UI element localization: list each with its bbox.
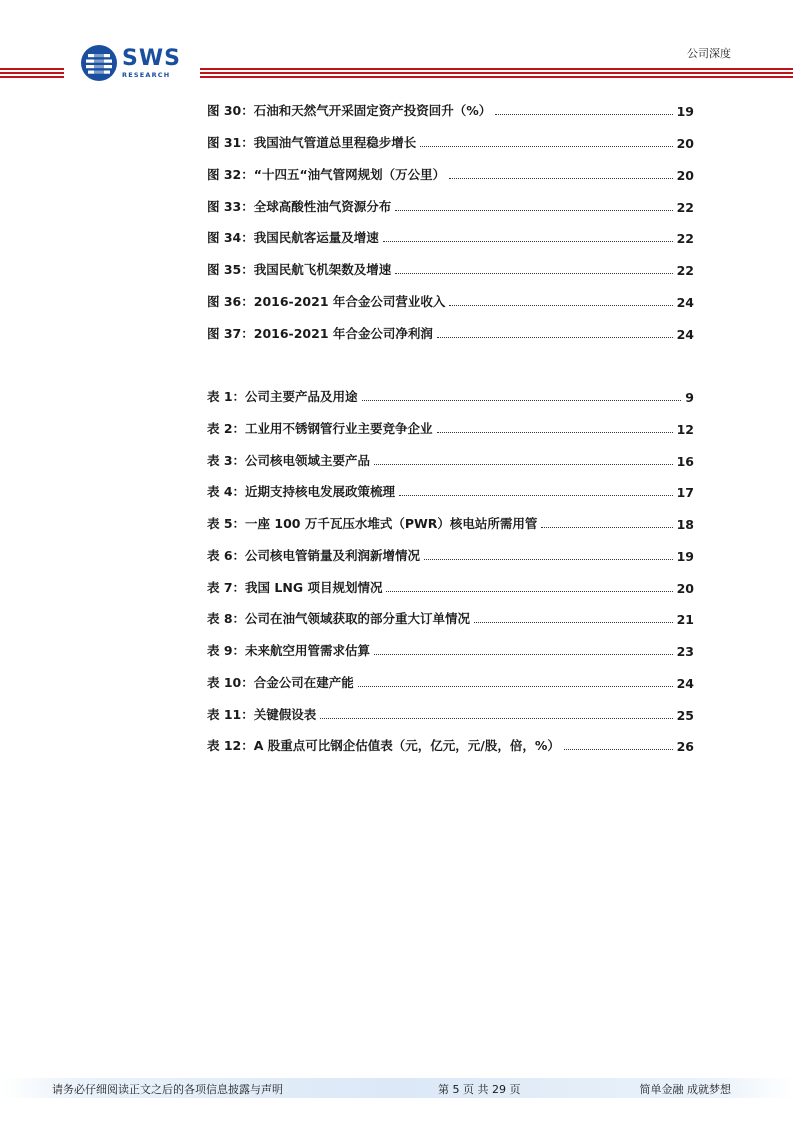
toc-entry[interactable] xyxy=(207,576,694,596)
dot-leader xyxy=(374,653,673,655)
toc-entry[interactable] xyxy=(207,385,694,405)
toc-entry-label: 图 35：我国民航飞机架数及增速 xyxy=(207,262,392,277)
toc-entry[interactable] xyxy=(207,734,694,754)
toc-entry-page: 20 xyxy=(676,168,694,183)
toc-entry-label: 图 32：“十四五“油气管网规划（万公里） xyxy=(207,167,446,182)
toc-entry-page: 19 xyxy=(676,549,694,564)
toc-entry[interactable] xyxy=(207,163,694,183)
dot-leader xyxy=(383,240,673,242)
toc-entry-page: 12 xyxy=(676,422,694,437)
header-rule-right xyxy=(200,68,793,80)
dot-leader xyxy=(395,209,672,211)
report-type-label: 公司深度 xyxy=(687,47,731,60)
dot-leader xyxy=(449,177,672,179)
toc-entry-page: 22 xyxy=(676,200,694,215)
toc-entry-page: 17 xyxy=(676,485,694,500)
dot-leader xyxy=(437,431,673,433)
toc-entry-page: 20 xyxy=(676,581,694,596)
toc-entry-page: 21 xyxy=(676,612,694,627)
toc-entry[interactable] xyxy=(207,671,694,691)
toc-entry-page: 18 xyxy=(676,517,694,532)
dot-leader xyxy=(358,685,673,687)
dot-leader xyxy=(437,336,673,338)
toc-entry[interactable] xyxy=(207,290,694,310)
dot-leader xyxy=(449,304,672,306)
toc-entry[interactable] xyxy=(207,449,694,469)
toc-entry[interactable] xyxy=(207,131,694,151)
toc-entry-label: 表 9：未来航空用管需求估算 xyxy=(207,643,371,658)
dot-leader xyxy=(424,558,673,560)
dot-leader xyxy=(320,717,672,719)
toc-entry-page: 20 xyxy=(676,136,694,151)
dot-leader xyxy=(386,590,672,592)
toc-entry-label: 表 3：公司核电领域主要产品 xyxy=(207,453,371,468)
toc-entry-label: 图 34：我国民航客运量及增速 xyxy=(207,230,379,245)
toc-entry-page: 9 xyxy=(685,390,694,405)
header-rule-left xyxy=(0,68,64,80)
toc-entry-label: 表 1：公司主要产品及用途 xyxy=(207,389,358,404)
toc-entry-label: 表 5：一座 100 万千瓦压水堆式（PWR）核电站所需用管 xyxy=(207,516,538,531)
toc-entry[interactable] xyxy=(207,512,694,532)
toc-entry-page: 24 xyxy=(676,676,694,691)
toc-entry-label: 图 30：石油和天然气开采固定资产投资回升（%） xyxy=(207,103,492,118)
footer-slogan: 简单金融 成就梦想 xyxy=(639,1083,731,1096)
footer-page-number: 第 5 页 共 29 页 xyxy=(438,1083,521,1096)
toc-entry-label: 表 10：合金公司在建产能 xyxy=(207,675,354,690)
toc-entry[interactable] xyxy=(207,544,694,564)
logo-wordmark: SWS xyxy=(122,45,181,71)
toc-entry[interactable] xyxy=(207,607,694,627)
toc-entry[interactable] xyxy=(207,703,694,723)
toc-entry[interactable] xyxy=(207,226,694,246)
toc-entry-page: 25 xyxy=(676,708,694,723)
sws-logo-icon xyxy=(80,44,118,82)
toc-entry-page: 26 xyxy=(676,739,694,754)
footer-disclaimer: 请务必仔细阅读正文之后的各项信息披露与声明 xyxy=(52,1083,283,1096)
toc-entry-label: 表 11：关键假设表 xyxy=(207,707,317,722)
company-logo xyxy=(80,44,181,82)
toc-entry-page: 22 xyxy=(676,231,694,246)
dot-leader xyxy=(474,621,673,623)
dot-leader xyxy=(541,526,672,528)
toc-entry[interactable] xyxy=(207,480,694,500)
toc-entry-label: 表 7：我国 LNG 项目规划情况 xyxy=(207,580,383,595)
toc-entry-label: 表 6：公司核电管销量及利润新增情况 xyxy=(207,548,421,563)
toc-entry-label: 表 4：近期支持核电发展政策梳理 xyxy=(207,484,396,499)
toc-entry[interactable] xyxy=(207,322,694,342)
toc-entry[interactable] xyxy=(207,639,694,659)
toc-entry[interactable] xyxy=(207,99,694,119)
toc-entry-page: 24 xyxy=(676,295,694,310)
dot-leader xyxy=(399,494,673,496)
toc-entry-page: 16 xyxy=(676,454,694,469)
toc-entry-label: 图 36：2016-2021 年合金公司营业收入 xyxy=(207,294,446,309)
toc-entry[interactable] xyxy=(207,195,694,215)
dot-leader xyxy=(495,113,672,115)
toc-entry-label: 表 2：工业用不锈钢管行业主要竞争企业 xyxy=(207,421,433,436)
dot-leader xyxy=(420,145,672,147)
toc-entry-page: 24 xyxy=(676,327,694,342)
toc-entry-label: 图 31：我国油气管道总里程稳步增长 xyxy=(207,135,417,150)
toc-entry-label: 表 12：A 股重点可比钢企估值表（元，亿元，元/股，倍，%） xyxy=(207,738,560,753)
toc-entry-page: 19 xyxy=(676,104,694,119)
toc-entry-page: 22 xyxy=(676,263,694,278)
dot-leader xyxy=(395,272,672,274)
toc-entry-label: 图 37：2016-2021 年合金公司净利润 xyxy=(207,326,433,341)
dot-leader xyxy=(362,399,682,401)
toc-entry-label: 表 8：公司在油气领域获取的部分重大订单情况 xyxy=(207,611,471,626)
toc-entry[interactable] xyxy=(207,258,694,278)
dot-leader xyxy=(564,748,673,750)
dot-leader xyxy=(374,463,673,465)
toc-entry-label: 图 33：全球高酸性油气资源分布 xyxy=(207,199,392,214)
logo-subtitle: RESEARCH xyxy=(122,70,171,79)
toc-entry[interactable] xyxy=(207,417,694,437)
toc-entry-page: 23 xyxy=(676,644,694,659)
